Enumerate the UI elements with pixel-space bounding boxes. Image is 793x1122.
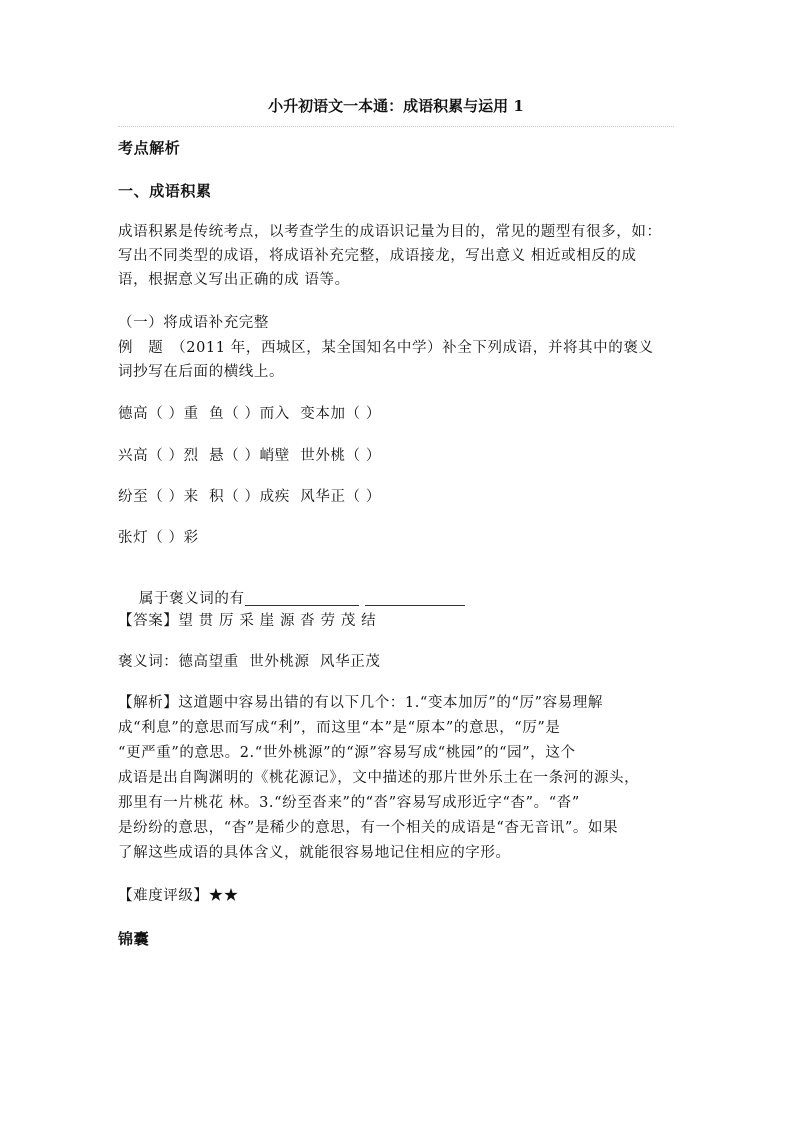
analysis-line-4: 成语是出自陶渊明的《桃花源记》，文中描述的那片世外乐土在一条河的源头， xyxy=(118,770,640,786)
analysis-line-2: 成“利息”的意思而写成“利”，而这里“本”是“原本”的意思，“厉”是 xyxy=(118,720,561,736)
document-title: 小升初语文一本通：成语积累与运用 1 xyxy=(268,97,524,115)
example-line-2: 词抄写在后面的横线上。 xyxy=(118,364,285,380)
example-line-1: 例 题 （2011 年，西城区，某全国知名中学）补全下列成语，并将其中的褒义 xyxy=(118,340,654,356)
part-one-heading: （一）将成语补充完整 xyxy=(118,315,269,331)
analysis-line-1: 【解析】这道题中容易出错的有以下几个：1.“变本加厉”的“厉”容易理解 xyxy=(118,695,603,711)
tips-heading: 锦囊 xyxy=(118,930,150,948)
idiom-row-3: 纷至（ ）来 积（ ）成疾 风华正（ ） xyxy=(118,489,381,505)
title-divider xyxy=(118,126,674,127)
answer-line: 【答案】望 贯 厉 采 崖 源 沓 劳 茂 结 xyxy=(118,613,377,629)
intro-line-2: 写出不同类型的成语，将成语补充完整，成语接龙，写出意义 相近或相反的成 xyxy=(118,248,637,264)
analysis-line-6: 是纷纷的意思，“杳”是稀少的意思，有一个相关的成语是“杳无音讯”。如果 xyxy=(118,820,619,836)
subheading: 一、成语积累 xyxy=(118,182,212,200)
intro-line-3: 语，根据意义写出正确的成 语等。 xyxy=(118,272,350,288)
intro-line-1: 成语积累是传统考点，以考查学生的成语识记量为目的，常见的题型有很多，如： xyxy=(118,224,662,240)
answer-blank-2[interactable] xyxy=(365,589,465,606)
analysis-line-5: 那里有一片桃花 林。3.“纷至沓来”的“沓”容易写成形近字“杳”。“沓” xyxy=(118,795,580,811)
idiom-row-1: 德高（ ）重 鱼（ ）而入 变本加（ ） xyxy=(118,406,381,422)
analysis-line-7: 了解这些成语的具体含义，就能很容易地记住相应的字形。 xyxy=(118,845,511,861)
idiom-row-4: 张灯（ ）彩 xyxy=(118,530,199,546)
difficulty-rating: 【难度评级】★★ xyxy=(118,888,239,904)
analysis-line-3: “更严重”的意思。2.“世外桃源”的“源”容易写成“桃园”的“园”，这个 xyxy=(118,745,576,761)
commendatory-answer: 褒义词：德高望重 世外桃源 风华正茂 xyxy=(118,654,381,670)
commendatory-prompt: 属于褒义词的有 xyxy=(138,591,245,607)
answer-blank-1[interactable] xyxy=(245,589,359,606)
idiom-row-2: 兴高（ ）烈 悬（ ）峭壁 世外桃（ ） xyxy=(118,448,381,464)
section-heading: 考点解析 xyxy=(118,139,181,157)
